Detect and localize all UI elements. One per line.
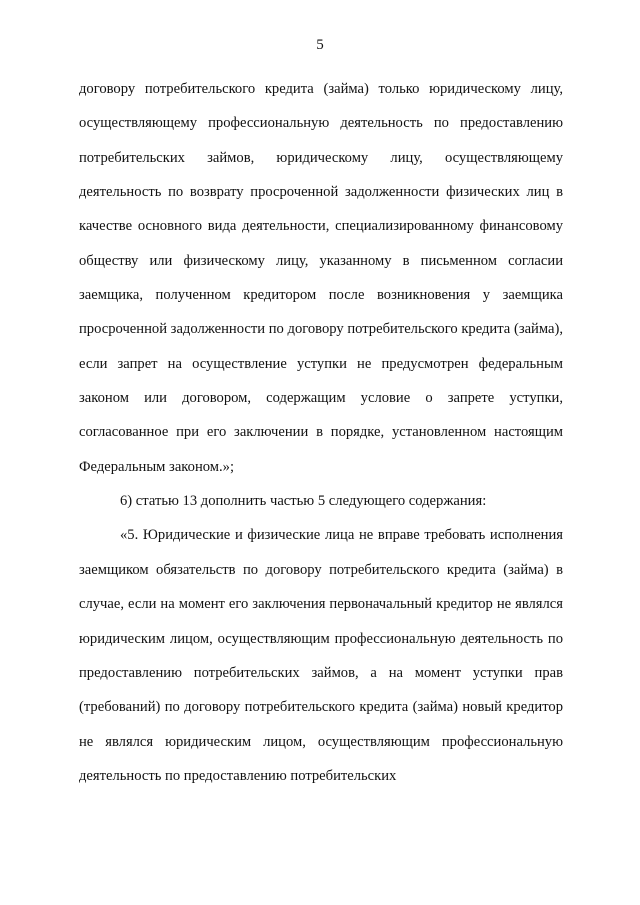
page-number: 5 [316, 37, 324, 53]
paragraph-continuation: договору потребительского кредита (займа) только юридическому лицу, осуществляющему профессиональную деятельность по предоставлению потребительских займов, юридическому лицу, осуществляющему деятельность по возврату просроченной задолженности физических лиц в качестве основного вида деятельности, специализированному финансовому обществу или физическому лицу, указанному в письменном согласии заемщика, полученном кредитором после возникновения у заемщика просроченной задолженности по договору потребительского кредита (займа), если запрет на осуществление уступки не предусмотрен федеральным законом или договором, содержащим условие о запрете уступки, согласованное при его заключении в порядке, установленном настоящим Федеральным законом.»; [79, 81, 563, 475]
document-body [79, 72, 563, 793]
paragraph-item-6: 6) статью 13 дополнить частью 5 следующего содержания: [120, 493, 487, 510]
paragraph-part-5: «5. Юридические и физические лица не вправе требовать исполнения заемщиком обязательств по договору потребительского кредита (займа) в случае, если на момент его заключения первоначальный кредитор не являлся юридическим лицом, осуществляющим профессиональную деятельность по предоставлению потребительских займов, а на момент уступки прав (требований) по договору потребительского кредита (займа) новый кредитор не являлся юридическим лицом, осуществляющим профессиональную деятельность по предоставлению потребительских [79, 527, 563, 784]
